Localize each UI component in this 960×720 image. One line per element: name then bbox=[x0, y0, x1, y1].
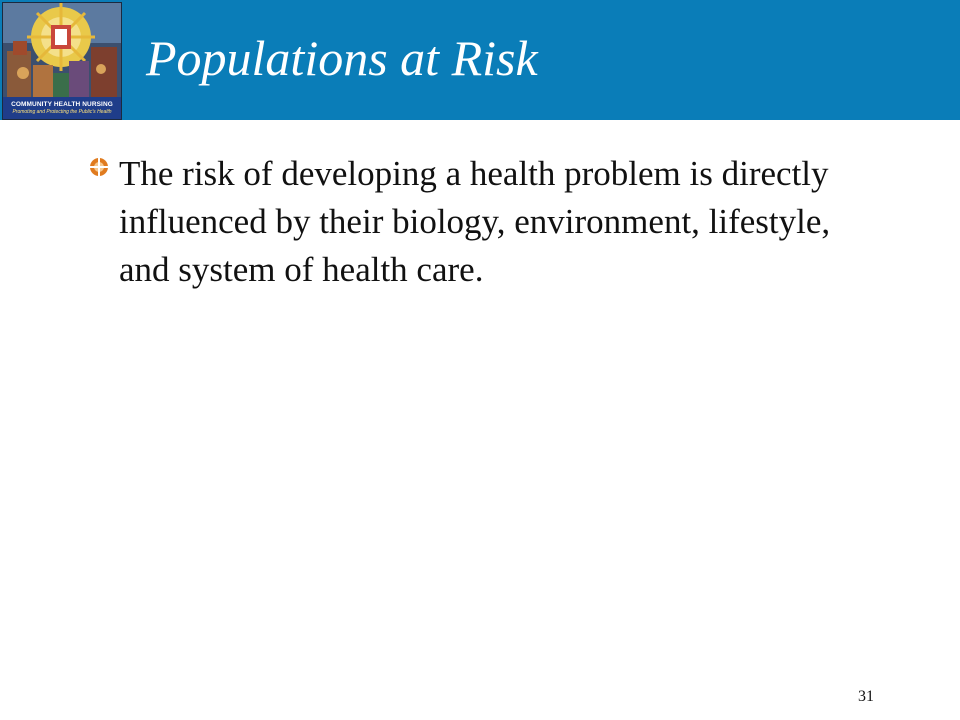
orange-ring-bullet-icon bbox=[88, 156, 110, 178]
bullet-item bbox=[88, 150, 888, 294]
logo-title: COMMUNITY HEALTH NURSING bbox=[11, 100, 113, 108]
page-number: 31 bbox=[858, 688, 874, 705]
bullet-text: The risk of developing a health problem is directly influenced by their biology, environment, lifestyle, and system of health care. bbox=[119, 154, 831, 289]
logo-artwork bbox=[3, 3, 121, 97]
slide-header bbox=[0, 0, 960, 120]
logo-tagline: Promoting and Protecting the Public's Health bbox=[12, 108, 112, 115]
slide-title: Populations at Risk bbox=[146, 30, 538, 86]
logo-band bbox=[3, 97, 121, 119]
community-health-nursing-logo-icon bbox=[2, 2, 122, 120]
